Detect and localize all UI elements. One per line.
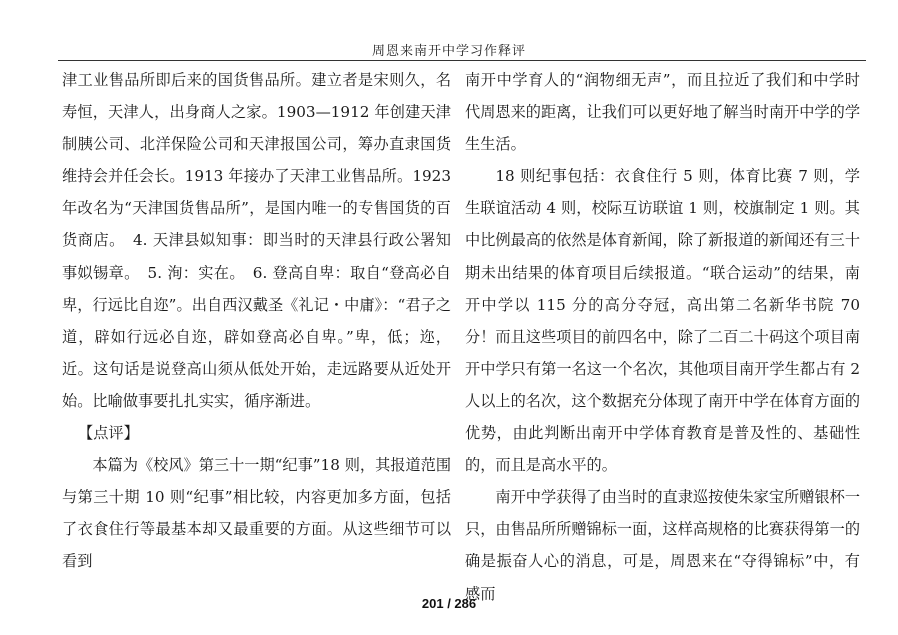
page-number: 201 / 286 bbox=[421, 596, 477, 611]
running-header: 周恩来南开中学习作释评 bbox=[371, 44, 526, 59]
news-summary-paragraph: 18 则纪事包括：衣食住行 5 则，体育比赛 7 则，学生联谊活动 4 则，校际互访联谊 1 则，校旗制定 1 则。其中比例最高的依然是体育新闻，除了新报道的新闻还有三十期未出结果的体育项目后续报道。“联合运动”的结果，南开中学以 115 分的高分夺冠，高出第二名新华书院 70 分！而且这些项目的前四名中，除了二百二十码这个项目南开中学只有第一名这一个名次，其他项目南开学生都占有 2 人以上的名次，这个数据充分体现了南开中学在体育方面的优势，由此判断出南开中学体育教育是普及性的、基础性的，而且是高水平的。 bbox=[465, 167, 860, 475]
right-column bbox=[465, 64, 860, 610]
continued-paragraph: 南开中学育人的“润物细无声”，而且拉近了我们和中学时代周恩来的距离，让我们可以更好地了解当时南开中学的学生生活。 bbox=[465, 71, 860, 154]
left-column bbox=[62, 64, 451, 578]
header-divider bbox=[58, 60, 866, 61]
commentary-paragraph: 本篇为《校风》第三十一期“纪事”18 则，其报道范围与第三十期 10 则“纪事”相比较，内容更加多方面，包括了衣食住行等最基本却又最重要的方面。从这些细节可以看到 bbox=[62, 456, 452, 571]
commentary-heading: 【点评】 bbox=[78, 424, 139, 443]
trophy-paragraph: 南开中学获得了由当时的直隶巡按使朱家宝所赠银杯一只，由售品所所赠锦标一面，这样高规格的比赛获得第一的确是振奋人心的消息，可是，周恩来在“夺得锦标”中，有感而 bbox=[465, 488, 860, 603]
annotation-paragraph: 津工业售品所即后来的国货售品所。建立者是宋则久，名寿恒，天津人，出身商人之家。1903—1912 年创建天津制胰公司、北洋保险公司和天津报国公司，筹办直隶国货维持会并任会长。1913 年接办了天津工业售品所。1923 年改名为“天津国货售品所”，是国内唯一的专售国货的百货商店。 4. 天津县姒知事：即当时的天津县行政公署知事姒锡章。 5. 洵：实在。 6. 登高自卑：取自“登高必自卑，行远比自迩”。出自西汉戴圣《礼记・中庸》：“君子之道，辟如行远必自迩，辟如登高必自卑。”卑，低；迩，近。这句话是说登高山须从低处开始，走远路要从近处开始。比喻做事要扎扎实实，循序渐进。 bbox=[62, 71, 451, 410]
